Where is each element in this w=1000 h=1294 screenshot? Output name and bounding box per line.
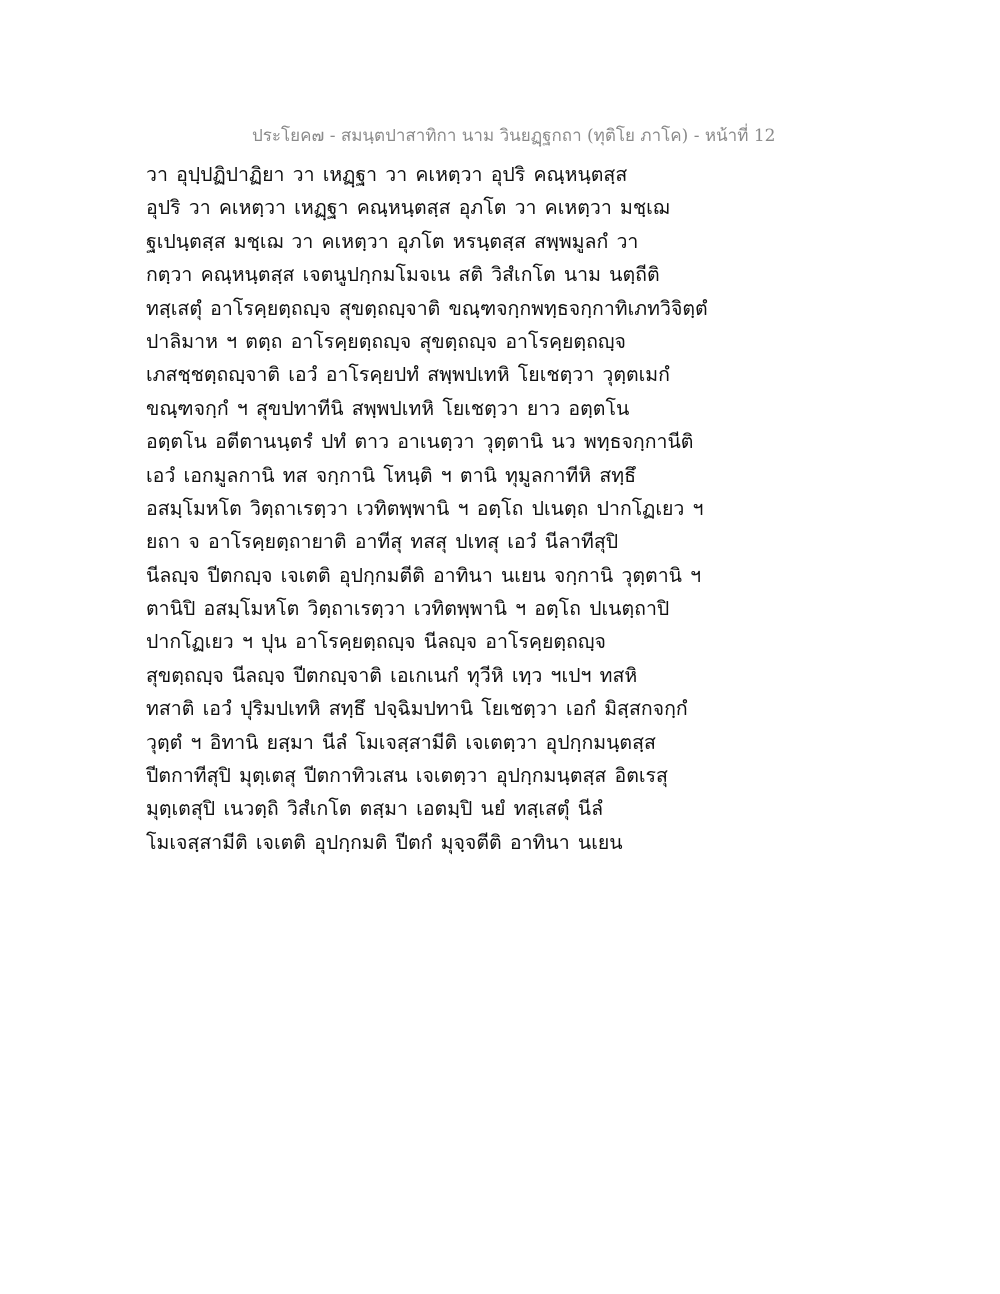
text-line: ฐเปนฺตสฺส มชฺเฌ วา คเหตฺวา อุภโต หรนฺตสฺส สพฺพมูลกํ วา <box>146 229 639 253</box>
text-line: ขณฺฑจกฺกํ ฯ สุขปทาทีนิ สพฺพปเทหิ โยเชตฺวา ยาว อตฺตโน <box>146 396 630 420</box>
text-line: กตฺวา คณฺหนฺตสฺส เจตนูปกฺกมโมจเน สติ วิสํเกโต นาม นตฺถีติ <box>146 263 660 287</box>
text-line: ทสฺเสตุํ อาโรคฺยตฺถญฺจ สุขตฺถญฺจาติ ขณฺฑจกฺกพทฺธจกฺกาทิเภทวิจิตฺตํ <box>146 296 708 320</box>
body-text <box>146 158 746 859</box>
text-line: โมเจสฺสามีติ เจเตติ อุปกฺกมติ ปีตกํ มุจฺจตีติ อาทินา นเยน <box>146 830 623 854</box>
text-line: มุตฺเตสุปิ เนวตฺถิ วิสํเกโต ตสฺมา เอตมฺปิ นยํ ทสฺเสตุํ นีลํ <box>146 797 604 821</box>
text-line: ปากโฏเยว ฯ ปุน อาโรคฺยตฺถญฺจ นีลญฺจ อาโรคฺยตฺถญฺจ <box>146 630 606 654</box>
text-line: ปีตกาทีสุปิ มุตฺเตสุ ปีตกาทิวเสน เจเตตฺวา อุปกฺกมนฺตสฺส อิตเรสุ <box>146 764 668 788</box>
text-line: นีลญฺจ ปีตกญฺจ เจเตติ อุปกฺกมตีติ อาทินา นเยน จกฺกานิ วุตฺตานิ ฯ <box>146 563 702 587</box>
text-line: เภสชฺชตฺถญฺจาติ เอวํ อาโรคฺยปทํ สพฺพปเทหิ โยเชตฺวา วุตฺตเมกํ <box>146 363 670 387</box>
text-line: อุปริ วา คเหตฺวา เหฏฺฐา คณฺหนฺตสฺส อุภโต วา คเหตฺวา มชฺเฌ <box>146 196 670 220</box>
text-line: สุขตฺถญฺจ นีลญฺจ ปีตกญฺจาติ เอเกเนกํ ทุวีหิ เทฺว ฯเปฯ ทสหิ <box>146 663 638 687</box>
text-line: เอวํ เอกมูลกานิ ทส จกฺกานิ โหนฺติ ฯ ตานิ ทุมูลกาทีหิ สทฺธึ <box>146 463 637 487</box>
text-line: ยถา จ อาโรคฺยตฺถายาติ อาทีสุ ทสสุ ปเทสุ เอวํ นีลาทีสุปิ <box>146 530 619 554</box>
text-line: ทสาติ เอวํ ปุริมปเทหิ สทฺธึ ปจฺฉิมปทานิ โยเชตฺวา เอกํ มิสฺสกจกฺกํ <box>146 697 688 721</box>
running-header: ประโยค๗ - สมนฺตปาสาทิกา นาม วินยฏฺฐกถา (ทุติโย ภาโค) - หน้าที่ 12 <box>252 126 776 146</box>
text-line: อสมฺโมหโต วิตฺถาเรตฺวา เวทิตพฺพานิ ฯ อตฺโถ ปเนตฺถ ปากโฏเยว ฯ <box>146 496 704 520</box>
text-line: อตฺตโน อตีตานนฺตรํ ปทํ ตาว อาเนตฺวา วุตฺตานิ นว พทฺธจกฺกานีติ <box>146 430 694 454</box>
text-line: วุตฺตํ ฯ อิทานิ ยสฺมา นีลํ โมเจสฺสามีติ เจเตตฺวา อุปกฺกมนฺตสฺส <box>146 730 656 754</box>
text-line: ปาลิมาห ฯ ตตฺถ อาโรคฺยตฺถญฺจ สุขตฺถญฺจ อาโรคฺยตฺถญฺจ <box>146 329 626 353</box>
text-line: ตานิปิ อสมฺโมหโต วิตฺถาเรตฺวา เวทิตพฺพานิ ฯ อตฺโถ ปเนตฺถาปิ <box>146 597 670 621</box>
text-line: วา อุปฺปฏิปาฏิยา วา เหฏฺฐา วา คเหตฺวา อุปริ คณฺหนฺตสฺส <box>146 163 628 186</box>
